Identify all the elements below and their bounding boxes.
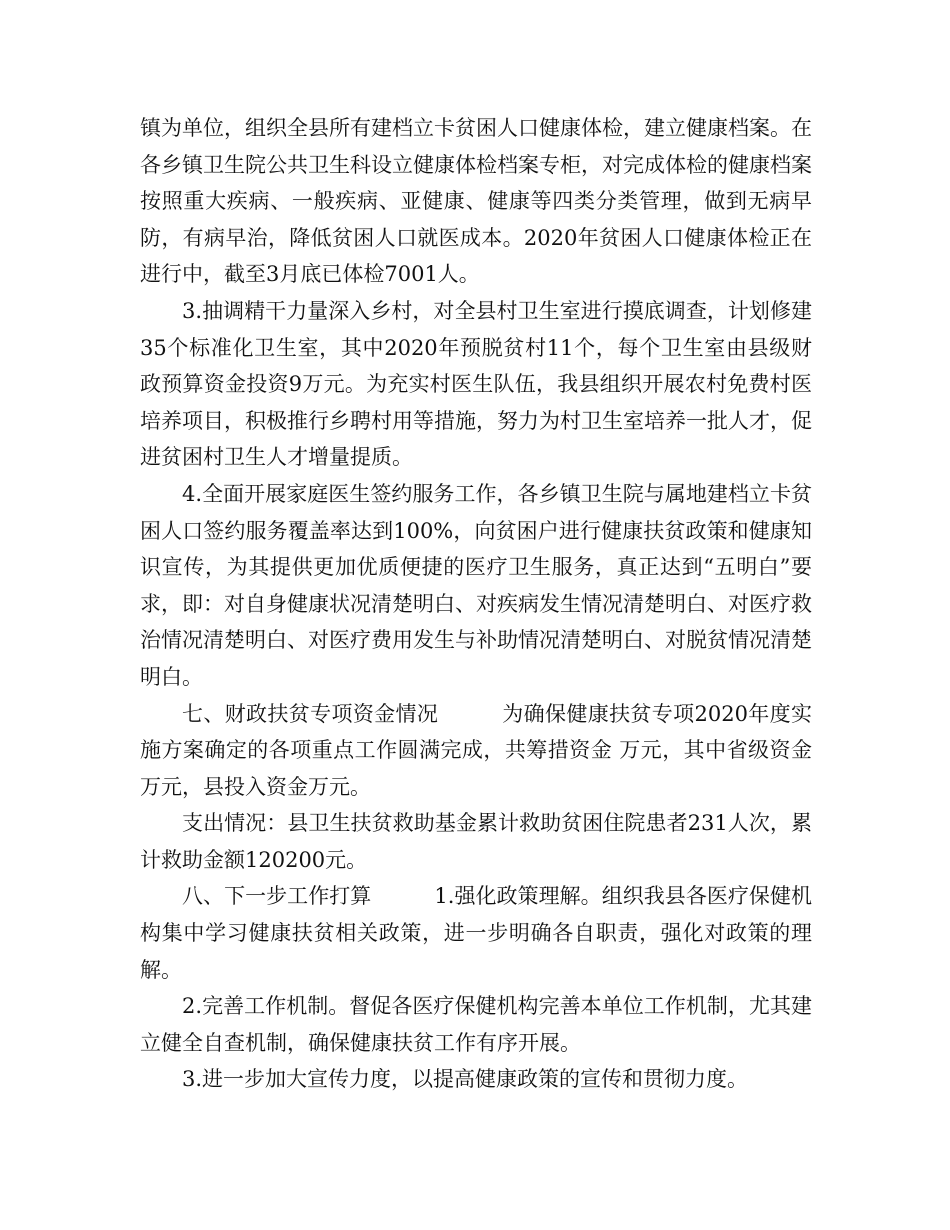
paragraph-work-mechanism: 2.完善工作机制。督促各医疗保健机构完善本单位工作机制，尤其建立健全自查机制，确保健康扶贫工作有序开展。 bbox=[140, 994, 812, 1055]
paragraph-village-clinics: 3.抽调精干力量深入乡村，对全县村卫生室进行摸底调查，计划修建35个标准化卫生室，其中2020年预脱贫村11个，每个卫生室由县级财政预算资金投资9万元。为充实村医生队伍，我县组织开展农村免费村医培养项目，积极推行乡聘村用等措施，努力为村卫生室培养一批人才，促进贫困村卫生人才增量提质。 bbox=[140, 298, 812, 470]
paragraph-special-funds: 七、财政扶贫专项资金情况 为确保健康扶贫专项2020年度实施方案确定的各项重点工作圆满完成，共筹措资金 万元，其中省级资金 万元，县投入资金万元。 bbox=[140, 701, 812, 799]
paragraph-health-checkup: 镇为单位，组织全县所有建档立卡贫困人口健康体检，建立健康档案。在各乡镇卫生院公共卫生科设立健康体检档案专柜，对完成体检的健康档案按照重大疾病、一般疾病、亚健康、健康等四类分类管理，做到无病早防，有病早治，降低贫困人口就医成本。2020年贫困人口健康体检正在进行中，截至3月底已体检7001人。 bbox=[140, 116, 812, 287]
paragraph-next-steps: 八、下一步工作打算 1.强化政策理解。组织我县各医疗保健机构集中学习健康扶贫相关政策，进一步明确各自职责，强化对政策的理解。 bbox=[140, 884, 812, 982]
paragraph-family-doctor: 4.全面开展家庭医生签约服务工作，各乡镇卫生院与属地建档立卡贫困人口签约服务覆盖率达到100%，向贫困户进行健康扶贫政策和健康知识宣传，为其提供更加优质便捷的医疗卫生服务，真正达到“五明白”要求，即：对自身健康状况清楚明白、对疾病发生情况清楚明白、对医疗救治情况清楚明白、对医疗费用发生与补助情况清楚明白、对脱贫情况清楚明白。 bbox=[140, 481, 812, 689]
document-page bbox=[140, 110, 812, 1098]
paragraph-expenditure: 支出情况：县卫生扶贫救助基金累计救助贫困住院患者231人次，累计救助金额120200元。 bbox=[140, 811, 812, 872]
paragraph-publicity: 3.进一步加大宣传力度，以提高健康政策的宣传和贯彻力度。 bbox=[182, 1067, 749, 1092]
